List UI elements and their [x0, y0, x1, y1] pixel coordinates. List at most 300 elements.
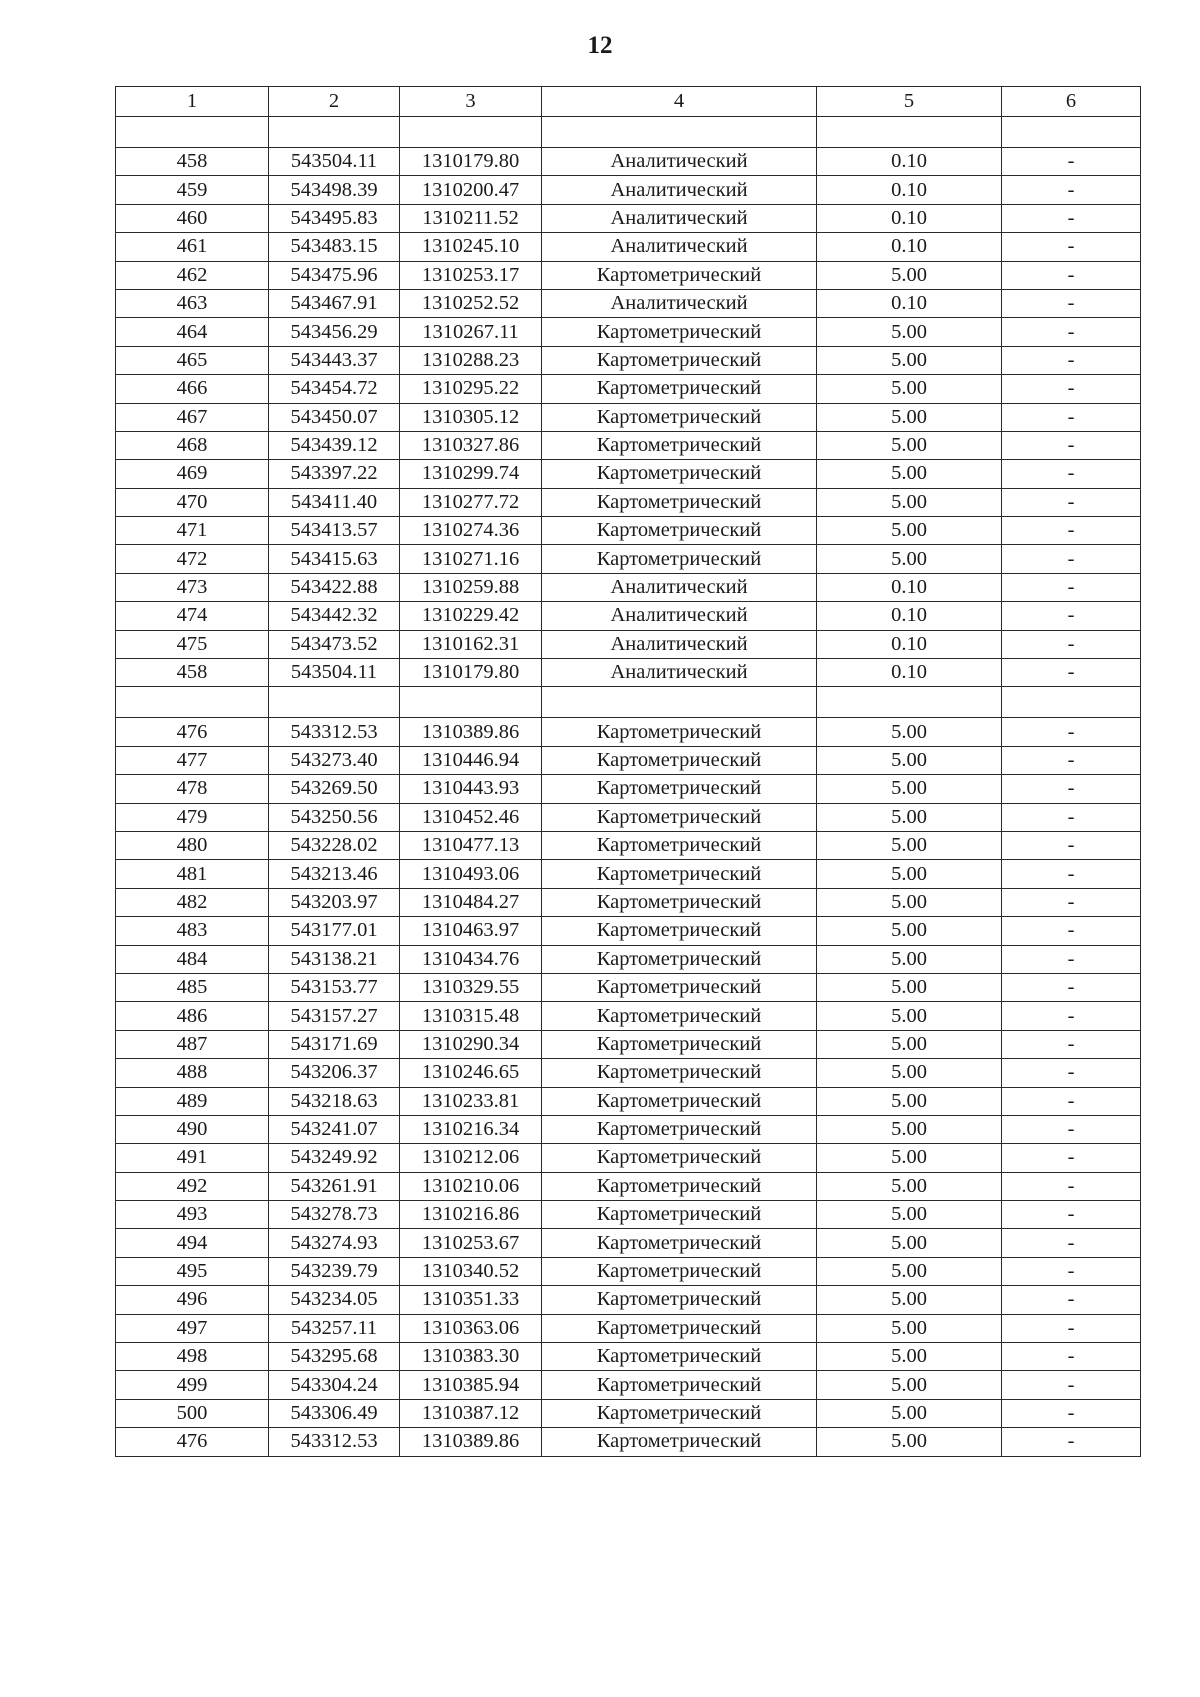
table-row — [116, 375, 1141, 403]
note-cell: - — [1002, 630, 1141, 658]
point-number-cell: 471 — [116, 517, 269, 545]
x-coordinate-cell: 543450.07 — [269, 403, 400, 431]
y-coordinate-cell: 1310315.48 — [400, 1002, 542, 1030]
method-cell: Аналитический — [542, 289, 817, 317]
point-number-cell: 486 — [116, 1002, 269, 1030]
y-coordinate-cell: 1310477.13 — [400, 831, 542, 859]
note-cell: - — [1002, 917, 1141, 945]
note-cell: - — [1002, 1059, 1141, 1087]
note-cell: - — [1002, 375, 1141, 403]
y-coordinate-cell: 1310253.17 — [400, 261, 542, 289]
accuracy-cell: 5.00 — [817, 261, 1002, 289]
note-cell: - — [1002, 1002, 1141, 1030]
point-number-cell: 459 — [116, 176, 269, 204]
x-coordinate-cell: 543213.46 — [269, 860, 400, 888]
table-row — [116, 1172, 1141, 1200]
table-row — [116, 545, 1141, 573]
y-coordinate-cell: 1310446.94 — [400, 746, 542, 774]
x-coordinate-cell: 543203.97 — [269, 888, 400, 916]
note-cell: - — [1002, 775, 1141, 803]
point-number-cell: 474 — [116, 602, 269, 630]
accuracy-cell: 5.00 — [817, 803, 1002, 831]
table-row — [116, 431, 1141, 459]
accuracy-cell: 5.00 — [817, 1229, 1002, 1257]
note-cell: - — [1002, 602, 1141, 630]
y-coordinate-cell: 1310443.93 — [400, 775, 542, 803]
y-coordinate-cell: 1310452.46 — [400, 803, 542, 831]
note-cell: - — [1002, 1257, 1141, 1285]
accuracy-cell: 5.00 — [817, 831, 1002, 859]
x-coordinate-cell: 543234.05 — [269, 1286, 400, 1314]
point-number-cell: 470 — [116, 488, 269, 516]
column-number-row — [116, 87, 1141, 117]
accuracy-cell: 0.10 — [817, 573, 1002, 601]
table-row — [116, 1115, 1141, 1143]
point-number-cell: 464 — [116, 318, 269, 346]
table-row — [116, 1229, 1141, 1257]
x-coordinate-cell: 543495.83 — [269, 204, 400, 232]
note-cell: - — [1002, 148, 1141, 176]
accuracy-cell: 5.00 — [817, 431, 1002, 459]
table-row — [116, 346, 1141, 374]
note-cell: - — [1002, 831, 1141, 859]
y-coordinate-cell: 1310305.12 — [400, 403, 542, 431]
table-row — [116, 718, 1141, 746]
accuracy-cell: 5.00 — [817, 746, 1002, 774]
x-coordinate-cell: 543153.77 — [269, 973, 400, 1001]
y-coordinate-cell: 1310277.72 — [400, 488, 542, 516]
table-row — [116, 1343, 1141, 1371]
method-cell: Картометрический — [542, 1399, 817, 1427]
table-row — [116, 1257, 1141, 1285]
table-row — [116, 1002, 1141, 1030]
x-coordinate-cell: 543312.53 — [269, 1428, 400, 1456]
point-number-cell: 461 — [116, 233, 269, 261]
table-row — [116, 602, 1141, 630]
accuracy-cell: 5.00 — [817, 1087, 1002, 1115]
x-coordinate-cell: 543411.40 — [269, 488, 400, 516]
note-cell: - — [1002, 1030, 1141, 1058]
accuracy-cell: 5.00 — [817, 775, 1002, 803]
accuracy-cell: 5.00 — [817, 1030, 1002, 1058]
note-cell: - — [1002, 1115, 1141, 1143]
accuracy-cell: 5.00 — [817, 860, 1002, 888]
x-coordinate-cell: 543304.24 — [269, 1371, 400, 1399]
method-cell: Картометрический — [542, 775, 817, 803]
method-cell: Аналитический — [542, 148, 817, 176]
method-cell: Картометрический — [542, 860, 817, 888]
note-cell: - — [1002, 1371, 1141, 1399]
method-cell: Картометрический — [542, 517, 817, 545]
x-coordinate-cell: 543250.56 — [269, 803, 400, 831]
point-number-cell: 485 — [116, 973, 269, 1001]
point-number-cell: 491 — [116, 1144, 269, 1172]
table-row — [116, 1144, 1141, 1172]
accuracy-cell: 0.10 — [817, 630, 1002, 658]
empty-cell — [269, 687, 400, 718]
empty-cell — [269, 117, 400, 148]
method-cell: Картометрический — [542, 1002, 817, 1030]
accuracy-cell: 5.00 — [817, 1002, 1002, 1030]
method-cell: Аналитический — [542, 659, 817, 687]
table-row — [116, 1314, 1141, 1342]
table-row — [116, 176, 1141, 204]
table-row — [116, 630, 1141, 658]
table-row — [116, 289, 1141, 317]
method-cell: Картометрический — [542, 1144, 817, 1172]
table-row — [116, 945, 1141, 973]
x-coordinate-cell: 543456.29 — [269, 318, 400, 346]
accuracy-cell: 5.00 — [817, 973, 1002, 1001]
method-cell: Аналитический — [542, 630, 817, 658]
method-cell: Картометрический — [542, 403, 817, 431]
note-cell: - — [1002, 346, 1141, 374]
method-cell: Картометрический — [542, 318, 817, 346]
x-coordinate-cell: 543278.73 — [269, 1201, 400, 1229]
method-cell: Картометрический — [542, 261, 817, 289]
method-cell: Аналитический — [542, 233, 817, 261]
point-number-cell: 483 — [116, 917, 269, 945]
y-coordinate-cell: 1310212.06 — [400, 1144, 542, 1172]
method-cell: Картометрический — [542, 1286, 817, 1314]
column-header: 6 — [1002, 87, 1141, 117]
point-number-cell: 463 — [116, 289, 269, 317]
table-row — [116, 888, 1141, 916]
x-coordinate-cell: 543443.37 — [269, 346, 400, 374]
x-coordinate-cell: 543483.15 — [269, 233, 400, 261]
point-number-cell: 484 — [116, 945, 269, 973]
table-row — [116, 148, 1141, 176]
accuracy-cell: 5.00 — [817, 318, 1002, 346]
y-coordinate-cell: 1310216.34 — [400, 1115, 542, 1143]
empty-cell — [116, 117, 269, 148]
accuracy-cell: 5.00 — [817, 403, 1002, 431]
method-cell: Картометрический — [542, 1229, 817, 1257]
note-cell: - — [1002, 545, 1141, 573]
table-row — [116, 233, 1141, 261]
x-coordinate-cell: 543157.27 — [269, 1002, 400, 1030]
accuracy-cell: 5.00 — [817, 346, 1002, 374]
point-number-cell: 494 — [116, 1229, 269, 1257]
method-cell: Картометрический — [542, 1059, 817, 1087]
point-number-cell: 475 — [116, 630, 269, 658]
table-row — [116, 973, 1141, 1001]
note-cell: - — [1002, 1201, 1141, 1229]
note-cell: - — [1002, 431, 1141, 459]
x-coordinate-cell: 543177.01 — [269, 917, 400, 945]
method-cell: Картометрический — [542, 431, 817, 459]
note-cell: - — [1002, 945, 1141, 973]
accuracy-cell: 0.10 — [817, 148, 1002, 176]
y-coordinate-cell: 1310327.86 — [400, 431, 542, 459]
empty-cell — [542, 117, 817, 148]
method-cell: Картометрический — [542, 346, 817, 374]
point-number-cell: 476 — [116, 718, 269, 746]
y-coordinate-cell: 1310383.30 — [400, 1343, 542, 1371]
empty-cell — [1002, 687, 1141, 718]
y-coordinate-cell: 1310267.11 — [400, 318, 542, 346]
empty-cell — [817, 117, 1002, 148]
point-number-cell: 467 — [116, 403, 269, 431]
table-row — [116, 488, 1141, 516]
table-row — [116, 204, 1141, 232]
empty-cell — [542, 687, 817, 718]
accuracy-cell: 0.10 — [817, 204, 1002, 232]
note-cell: - — [1002, 289, 1141, 317]
x-coordinate-cell: 543397.22 — [269, 460, 400, 488]
y-coordinate-cell: 1310233.81 — [400, 1087, 542, 1115]
table-row — [116, 917, 1141, 945]
x-coordinate-cell: 543422.88 — [269, 573, 400, 601]
x-coordinate-cell: 543273.40 — [269, 746, 400, 774]
note-cell: - — [1002, 517, 1141, 545]
point-number-cell: 468 — [116, 431, 269, 459]
section-separator-row — [116, 687, 1141, 718]
note-cell: - — [1002, 1428, 1141, 1456]
point-number-cell: 492 — [116, 1172, 269, 1200]
table-row — [116, 261, 1141, 289]
table-row — [116, 517, 1141, 545]
accuracy-cell: 5.00 — [817, 1399, 1002, 1427]
note-cell: - — [1002, 204, 1141, 232]
note-cell: - — [1002, 1144, 1141, 1172]
method-cell: Картометрический — [542, 1172, 817, 1200]
method-cell: Картометрический — [542, 831, 817, 859]
table-body — [116, 87, 1141, 1457]
x-coordinate-cell: 543415.63 — [269, 545, 400, 573]
point-number-cell: 498 — [116, 1343, 269, 1371]
column-header: 4 — [542, 87, 817, 117]
table-row — [116, 1030, 1141, 1058]
table-row — [116, 460, 1141, 488]
accuracy-cell: 5.00 — [817, 1343, 1002, 1371]
table-row — [116, 775, 1141, 803]
empty-cell — [400, 687, 542, 718]
table-row — [116, 1286, 1141, 1314]
x-coordinate-cell: 543138.21 — [269, 945, 400, 973]
table-row — [116, 746, 1141, 774]
point-number-cell: 466 — [116, 375, 269, 403]
point-number-cell: 465 — [116, 346, 269, 374]
y-coordinate-cell: 1310385.94 — [400, 1371, 542, 1399]
table-row — [116, 1201, 1141, 1229]
x-coordinate-cell: 543439.12 — [269, 431, 400, 459]
method-cell: Картометрический — [542, 1087, 817, 1115]
y-coordinate-cell: 1310484.27 — [400, 888, 542, 916]
x-coordinate-cell: 543306.49 — [269, 1399, 400, 1427]
x-coordinate-cell: 543257.11 — [269, 1314, 400, 1342]
accuracy-cell: 5.00 — [817, 517, 1002, 545]
point-number-cell: 482 — [116, 888, 269, 916]
point-number-cell: 476 — [116, 1428, 269, 1456]
note-cell: - — [1002, 176, 1141, 204]
method-cell: Аналитический — [542, 176, 817, 204]
point-number-cell: 458 — [116, 148, 269, 176]
accuracy-cell: 5.00 — [817, 1371, 1002, 1399]
point-number-cell: 469 — [116, 460, 269, 488]
point-number-cell: 489 — [116, 1087, 269, 1115]
empty-cell — [1002, 117, 1141, 148]
table-row — [116, 1399, 1141, 1427]
y-coordinate-cell: 1310295.22 — [400, 375, 542, 403]
method-cell: Картометрический — [542, 545, 817, 573]
y-coordinate-cell: 1310216.86 — [400, 1201, 542, 1229]
note-cell: - — [1002, 488, 1141, 516]
x-coordinate-cell: 543467.91 — [269, 289, 400, 317]
x-coordinate-cell: 543475.96 — [269, 261, 400, 289]
note-cell: - — [1002, 1087, 1141, 1115]
y-coordinate-cell: 1310229.42 — [400, 602, 542, 630]
accuracy-cell: 5.00 — [817, 1115, 1002, 1143]
note-cell: - — [1002, 973, 1141, 1001]
x-coordinate-cell: 543218.63 — [269, 1087, 400, 1115]
y-coordinate-cell: 1310259.88 — [400, 573, 542, 601]
method-cell: Картометрический — [542, 746, 817, 774]
point-number-cell: 472 — [116, 545, 269, 573]
method-cell: Картометрический — [542, 488, 817, 516]
table-row — [116, 831, 1141, 859]
y-coordinate-cell: 1310329.55 — [400, 973, 542, 1001]
empty-cell — [400, 117, 542, 148]
y-coordinate-cell: 1310463.97 — [400, 917, 542, 945]
column-header: 1 — [116, 87, 269, 117]
accuracy-cell: 5.00 — [817, 718, 1002, 746]
method-cell: Картометрический — [542, 1314, 817, 1342]
accuracy-cell: 5.00 — [817, 1314, 1002, 1342]
note-cell: - — [1002, 803, 1141, 831]
table-row — [116, 860, 1141, 888]
point-number-cell: 490 — [116, 1115, 269, 1143]
empty-cell — [817, 687, 1002, 718]
accuracy-cell: 5.00 — [817, 888, 1002, 916]
y-coordinate-cell: 1310162.31 — [400, 630, 542, 658]
column-header: 5 — [817, 87, 1002, 117]
accuracy-cell: 0.10 — [817, 289, 1002, 317]
coordinates-table — [115, 86, 1141, 1457]
method-cell: Картометрический — [542, 718, 817, 746]
y-coordinate-cell: 1310179.80 — [400, 148, 542, 176]
column-header: 2 — [269, 87, 400, 117]
accuracy-cell: 5.00 — [817, 545, 1002, 573]
point-number-cell: 481 — [116, 860, 269, 888]
point-number-cell: 480 — [116, 831, 269, 859]
x-coordinate-cell: 543454.72 — [269, 375, 400, 403]
x-coordinate-cell: 543171.69 — [269, 1030, 400, 1058]
point-number-cell: 477 — [116, 746, 269, 774]
y-coordinate-cell: 1310340.52 — [400, 1257, 542, 1285]
y-coordinate-cell: 1310271.16 — [400, 545, 542, 573]
y-coordinate-cell: 1310245.10 — [400, 233, 542, 261]
accuracy-cell: 5.00 — [817, 1059, 1002, 1087]
x-coordinate-cell: 543312.53 — [269, 718, 400, 746]
method-cell: Картометрический — [542, 1115, 817, 1143]
x-coordinate-cell: 543269.50 — [269, 775, 400, 803]
note-cell: - — [1002, 318, 1141, 346]
y-coordinate-cell: 1310389.86 — [400, 1428, 542, 1456]
note-cell: - — [1002, 573, 1141, 601]
method-cell: Картометрический — [542, 1428, 817, 1456]
accuracy-cell: 5.00 — [817, 1144, 1002, 1172]
x-coordinate-cell: 543239.79 — [269, 1257, 400, 1285]
note-cell: - — [1002, 460, 1141, 488]
accuracy-cell: 5.00 — [817, 917, 1002, 945]
y-coordinate-cell: 1310211.52 — [400, 204, 542, 232]
x-coordinate-cell: 543261.91 — [269, 1172, 400, 1200]
page-number: 12 — [587, 32, 613, 59]
y-coordinate-cell: 1310389.86 — [400, 718, 542, 746]
y-coordinate-cell: 1310288.23 — [400, 346, 542, 374]
method-cell: Аналитический — [542, 602, 817, 630]
method-cell: Картометрический — [542, 888, 817, 916]
table-row — [116, 318, 1141, 346]
x-coordinate-cell: 543295.68 — [269, 1343, 400, 1371]
note-cell: - — [1002, 1314, 1141, 1342]
point-number-cell: 497 — [116, 1314, 269, 1342]
note-cell: - — [1002, 888, 1141, 916]
table-row — [116, 1428, 1141, 1456]
note-cell: - — [1002, 233, 1141, 261]
x-coordinate-cell: 543249.92 — [269, 1144, 400, 1172]
method-cell: Картометрический — [542, 1257, 817, 1285]
method-cell: Картометрический — [542, 1201, 817, 1229]
x-coordinate-cell: 543413.57 — [269, 517, 400, 545]
y-coordinate-cell: 1310351.33 — [400, 1286, 542, 1314]
point-number-cell: 499 — [116, 1371, 269, 1399]
x-coordinate-cell: 543442.32 — [269, 602, 400, 630]
x-coordinate-cell: 543274.93 — [269, 1229, 400, 1257]
x-coordinate-cell: 543498.39 — [269, 176, 400, 204]
accuracy-cell: 5.00 — [817, 1286, 1002, 1314]
column-header: 3 — [400, 87, 542, 117]
accuracy-cell: 0.10 — [817, 602, 1002, 630]
accuracy-cell: 0.10 — [817, 233, 1002, 261]
y-coordinate-cell: 1310210.06 — [400, 1172, 542, 1200]
note-cell: - — [1002, 1229, 1141, 1257]
y-coordinate-cell: 1310434.76 — [400, 945, 542, 973]
point-number-cell: 478 — [116, 775, 269, 803]
y-coordinate-cell: 1310493.06 — [400, 860, 542, 888]
table-row — [116, 573, 1141, 601]
empty-cell — [116, 687, 269, 718]
point-number-cell: 460 — [116, 204, 269, 232]
y-coordinate-cell: 1310253.67 — [400, 1229, 542, 1257]
note-cell: - — [1002, 403, 1141, 431]
note-cell: - — [1002, 1172, 1141, 1200]
note-cell: - — [1002, 746, 1141, 774]
point-number-cell: 487 — [116, 1030, 269, 1058]
note-cell: - — [1002, 718, 1141, 746]
method-cell: Картометрический — [542, 973, 817, 1001]
accuracy-cell: 5.00 — [817, 375, 1002, 403]
x-coordinate-cell: 543504.11 — [269, 659, 400, 687]
method-cell: Картометрический — [542, 1343, 817, 1371]
y-coordinate-cell: 1310246.65 — [400, 1059, 542, 1087]
y-coordinate-cell: 1310274.36 — [400, 517, 542, 545]
accuracy-cell: 5.00 — [817, 1428, 1002, 1456]
method-cell: Картометрический — [542, 460, 817, 488]
point-number-cell: 496 — [116, 1286, 269, 1314]
method-cell: Картометрический — [542, 945, 817, 973]
accuracy-cell: 5.00 — [817, 460, 1002, 488]
method-cell: Картометрический — [542, 803, 817, 831]
method-cell: Аналитический — [542, 573, 817, 601]
y-coordinate-cell: 1310290.34 — [400, 1030, 542, 1058]
accuracy-cell: 0.10 — [817, 659, 1002, 687]
method-cell: Картометрический — [542, 1030, 817, 1058]
point-number-cell: 473 — [116, 573, 269, 601]
point-number-cell: 500 — [116, 1399, 269, 1427]
accuracy-cell: 5.00 — [817, 945, 1002, 973]
